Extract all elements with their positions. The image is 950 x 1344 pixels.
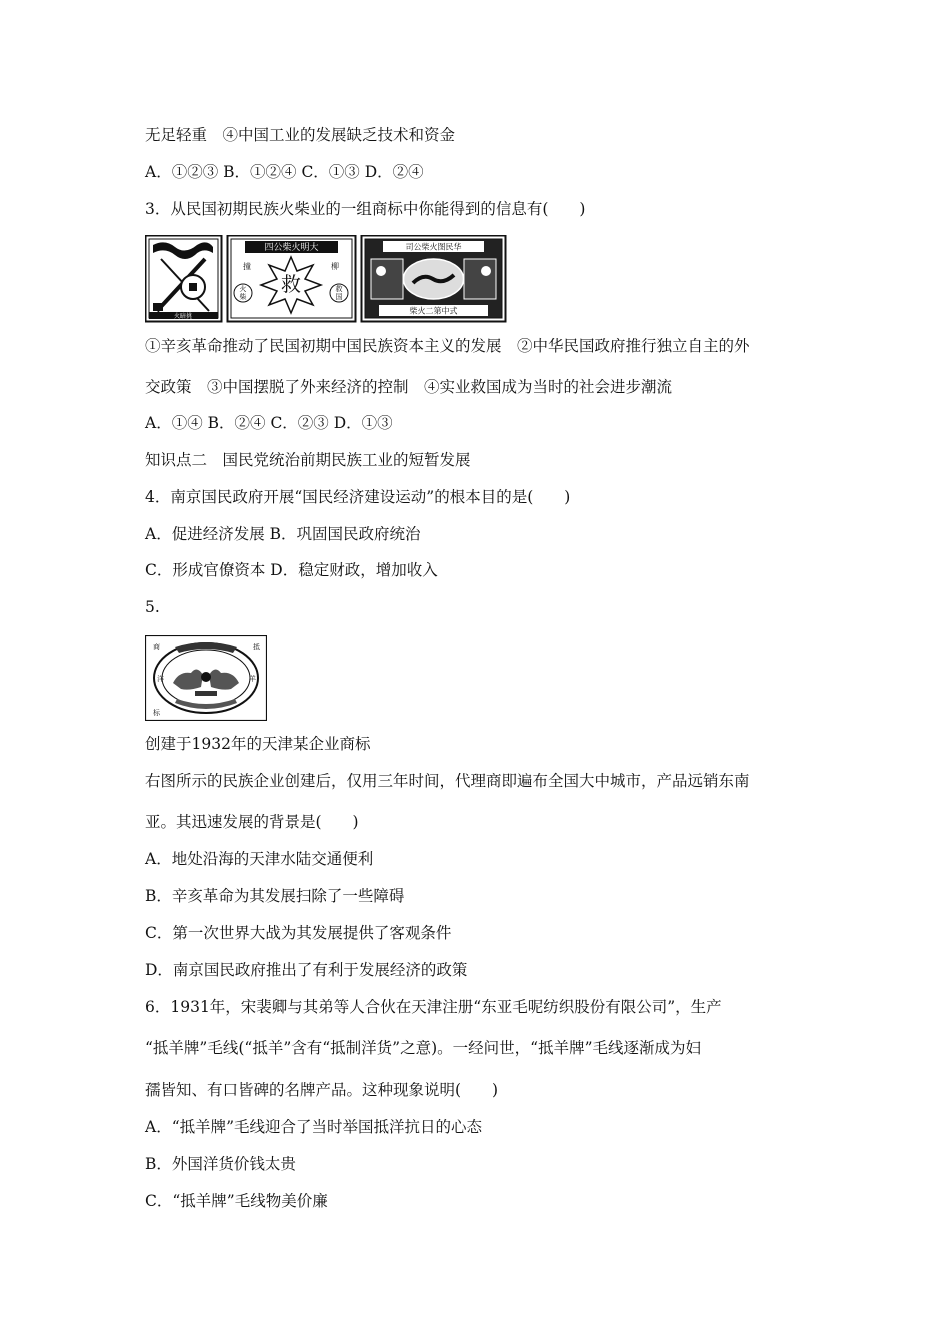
match-label-2-left-bottom2: 柴 bbox=[239, 293, 247, 301]
question-4: 4．南京国民政府开展“国民经济建设运动”的根本目的是( ) bbox=[145, 488, 571, 506]
text-line-10: C．形成官僚资本 D．稳定财政，增加收入 bbox=[145, 561, 438, 579]
option-a-q6: A．“抵羊牌”毛线迎合了当时举国抵洋抗日的心态 bbox=[145, 1118, 483, 1136]
match-label-2-left-bottom: 火 bbox=[239, 285, 247, 293]
text-line-14: 亚。其迅速发展的背景是( ) bbox=[145, 813, 359, 831]
match-label-2 bbox=[228, 236, 356, 322]
trademark-figure bbox=[145, 635, 267, 721]
match-label-2-center-text: 救 bbox=[281, 272, 301, 296]
text-line-4: ①辛亥革命推动了民国初期中国民族资本主义的发展 ②中华民国政府推行独立自主的外 bbox=[145, 337, 750, 355]
figure-caption: 创建于1932年的天津某企业商标 bbox=[145, 735, 371, 753]
text-line-2: A．①②③ B．①②④ C．①③ D．②④ bbox=[145, 163, 424, 181]
question-3: 3．从民国初期民族火柴业的一组商标中你能得到的信息有( ) bbox=[145, 200, 586, 218]
star-emblem-icon bbox=[481, 266, 491, 276]
option-a-q5: A．地处沿海的天津水陆交通便利 bbox=[145, 850, 374, 868]
option-c-q5: C．第一次世界大战为其发展提供了客观条件 bbox=[145, 924, 452, 942]
trademark-left-mid: 洋 bbox=[157, 675, 164, 683]
match-label-2-left-top: 撞 bbox=[243, 262, 251, 271]
match-label-3-top-text: 司公柴火图民华 bbox=[405, 242, 462, 252]
match-label-1 bbox=[146, 236, 222, 322]
trademark-corner-bl: 标 bbox=[153, 709, 160, 717]
text-line-6: A．①④ B．②④ C．②③ D．①③ bbox=[145, 414, 393, 432]
match-label-3-bottom-text: 柴火二第中式 bbox=[409, 306, 458, 316]
section-heading: 知识点二 国民党统治前期民族工业的短暂发展 bbox=[145, 451, 471, 469]
match-labels-figure bbox=[145, 235, 507, 323]
sun-emblem-icon bbox=[376, 266, 386, 276]
text-line-20: “抵羊牌”毛线(“抵羊”含有“抵制洋货”之意)。一经问世，“抵羊牌”毛线逐渐成为妇 bbox=[145, 1039, 701, 1057]
match-label-2-right-bottom: 救 bbox=[335, 285, 343, 293]
text-line-9: A．促进经济发展 B．巩固国民政府统治 bbox=[145, 525, 421, 543]
option-c-q6: C．“抵羊牌”毛线物美价廉 bbox=[145, 1192, 328, 1210]
text-line-13: 右图所示的民族企业创建后，仅用三年时间，代理商即遍布全国大中城市，产品远销东南 bbox=[145, 772, 750, 790]
option-b-q6: B．外国洋货价钱太贵 bbox=[145, 1155, 296, 1173]
match-label-1-bottom-text: 火暗挑 bbox=[173, 313, 193, 320]
option-b-q5: B．辛亥革命为其发展扫除了一些障碍 bbox=[145, 887, 405, 905]
option-d-q5: D．南京国民政府推出了有利于发展经济的政策 bbox=[145, 961, 468, 979]
question-5-number: 5. bbox=[145, 598, 160, 616]
match-label-2-right-bottom2: 国 bbox=[335, 293, 343, 301]
text-line-21: 孺皆知、有口皆碑的名牌产品。这种现象说明( ) bbox=[145, 1081, 499, 1099]
trademark-corner-tl: 商 bbox=[153, 643, 160, 651]
trademark-corner-tr: 抵 bbox=[253, 643, 260, 651]
match-label-2-top-text: 四公柴火明大 bbox=[264, 243, 319, 253]
question-6: 6．1931年，宋裴卿与其弟等人合伙在天津注册“东亚毛呢纺织股份有限公司”，生产 bbox=[145, 998, 722, 1016]
text-line-5: 交政策 ③中国摆脱了外来经济的控制 ④实业救国成为当时的社会进步潮流 bbox=[145, 378, 673, 396]
match-label-3 bbox=[362, 236, 506, 322]
match-label-2-right-top: 柳 bbox=[331, 262, 339, 271]
text-line-1: 无足轻重 ④中国工业的发展缺乏技术和资金 bbox=[145, 126, 456, 144]
trademark-right-mid: 羊 bbox=[249, 675, 256, 683]
